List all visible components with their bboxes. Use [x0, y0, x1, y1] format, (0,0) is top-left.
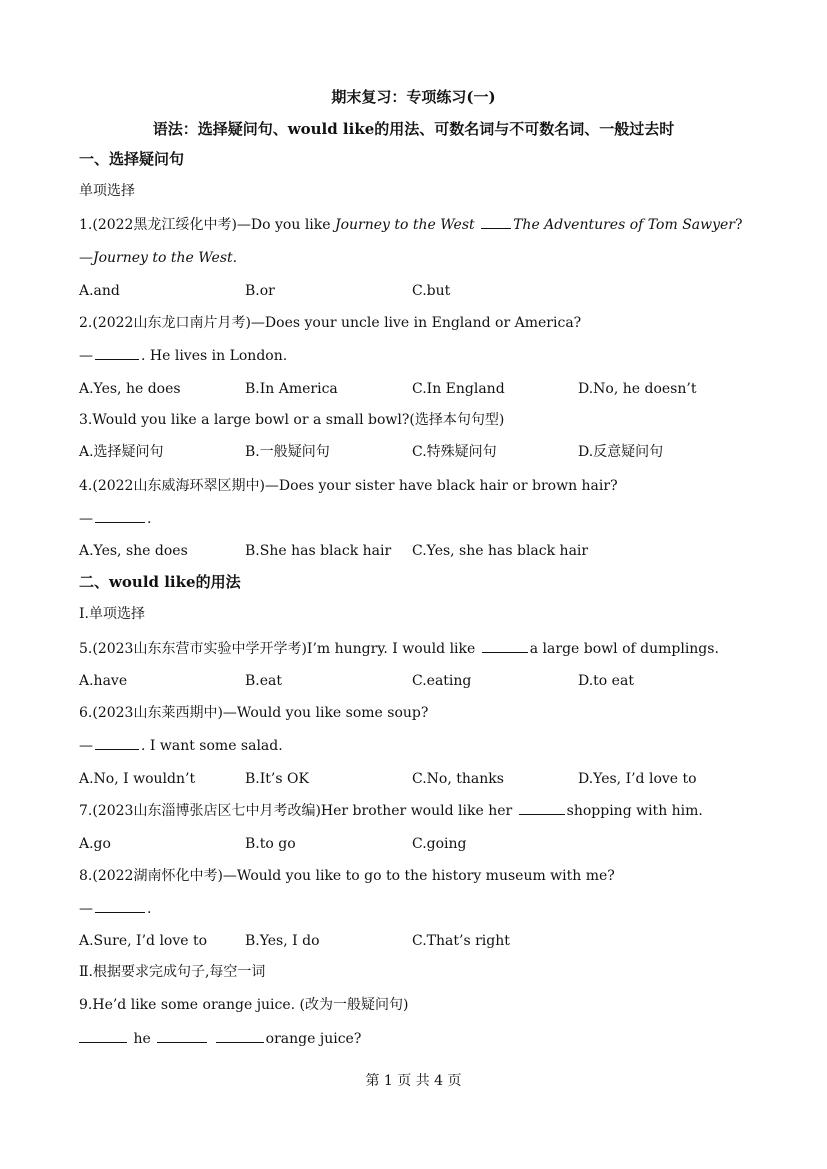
question-2: 2.(2022山东龙口南片月考)—Does your uncle live in England or America? — [79, 315, 582, 331]
q9-blank-3 — [216, 1041, 264, 1043]
q2-answer-line — [79, 347, 287, 365]
q5-blank — [482, 651, 528, 653]
q6-answer-line — [79, 737, 283, 755]
q8-blank — [95, 911, 145, 913]
q4-suffix: . — [147, 511, 152, 527]
q8-dash: — — [79, 901, 93, 917]
q8-option-b: B.Yes, I do — [245, 933, 320, 949]
q4-dash: — — [79, 511, 93, 527]
q6-option-d: D.Yes, I’d love to — [578, 771, 697, 787]
q2-dash: — — [79, 348, 93, 364]
question-1 — [79, 216, 743, 234]
q8-option-a: A.Sure, I’d love to — [79, 933, 208, 949]
q5-option-a: A.have — [79, 673, 128, 689]
q1-answer-text: —Journey to the West. — [79, 250, 238, 266]
page-subtitle: 语法：选择疑问句、would like的用法、可数名词与不可数名词、一般过去时 — [152, 120, 675, 138]
q1-answer-line — [79, 249, 237, 267]
q3-option-b: B.一般疑问句 — [245, 444, 330, 460]
section-heading-choice-questions: 一、选择疑问句 — [79, 150, 185, 168]
q2-blank — [95, 358, 139, 360]
q6-blank — [95, 748, 139, 750]
q1-suffix: ? — [735, 217, 743, 233]
q5-option-b: B.eat — [245, 673, 282, 689]
q4-answer-line — [79, 510, 151, 528]
q5-option-d: D.to eat — [578, 673, 634, 689]
q3-option-a: A.选择疑问句 — [79, 444, 164, 460]
part-2-complete-sentences: Ⅱ.根据要求完成句子,每空一词 — [79, 964, 266, 980]
q1-option-b: B.or — [245, 283, 275, 299]
q9-blank-1 — [79, 1041, 127, 1043]
question-9: 9.He’d like some orange juice. (改为一般疑问句) — [79, 997, 409, 1013]
q7-suffix: shopping with him. — [566, 803, 703, 819]
q4-option-b: B.She has black hair — [245, 543, 392, 559]
question-7 — [79, 802, 703, 820]
q8-answer-line — [79, 900, 151, 918]
q9-answer-line — [79, 1030, 361, 1048]
page-footer: 第 1 页 共 4 页 — [365, 1073, 462, 1089]
question-3: 3.Would you like a large bowl or a small bowl?(选择本句句型) — [79, 412, 505, 428]
q1-option-a: A.and — [79, 283, 120, 299]
question-6: 6.(2023山东莱西期中)—Would you like some soup? — [79, 705, 429, 721]
q1-blank — [481, 227, 511, 229]
q2-option-b: B.In America — [245, 381, 338, 397]
question-5 — [79, 640, 719, 658]
q8-option-c: C.That’s right — [412, 933, 510, 949]
q6-option-a: A.No, I wouldn’t — [79, 771, 196, 787]
q7-blank — [519, 813, 565, 815]
question-8: 8.(2022湖南怀化中考)—Would you like to go to the history museum with me? — [79, 868, 615, 884]
q1-book1: Journey to the West — [335, 217, 475, 233]
q2-option-a: A.Yes, he does — [79, 381, 181, 397]
page-title: 期末复习：专项练习(一) — [331, 88, 496, 106]
q6-dash: — — [79, 738, 93, 754]
q4-blank — [95, 521, 145, 523]
q9-blank-2 — [157, 1041, 207, 1043]
q2-suffix: . He lives in London. — [141, 348, 288, 364]
q5-option-c: C.eating — [412, 673, 472, 689]
q3-option-d: D.反意疑问句 — [578, 444, 664, 460]
q9-word-orange-juice: orange juice? — [265, 1031, 362, 1047]
q5-suffix: a large bowl of dumplings. — [529, 641, 719, 657]
question-4: 4.(2022山东威海环翠区期中)—Does your sister have black hair or brown hair? — [79, 478, 618, 494]
q8-suffix: . — [147, 901, 152, 917]
q4-option-c: C.Yes, she has black hair — [412, 543, 589, 559]
part-1-single-choice: Ⅰ.单项选择 — [79, 606, 145, 622]
q1-prefix: 1.(2022黑龙江绥化中考)—Do you like — [79, 217, 335, 233]
q5-prefix: 5.(2023山东东营市实验中学开学考)I’m hungry. I would like — [79, 641, 480, 657]
q6-option-c: C.No, thanks — [412, 771, 504, 787]
q7-option-b: B.to go — [245, 836, 296, 852]
q7-option-c: C.going — [412, 836, 467, 852]
q2-option-c: C.In England — [412, 381, 505, 397]
q2-option-d: D.No, he doesn’t — [578, 381, 697, 397]
q1-book2: The Adventures of Tom Sawyer — [513, 217, 735, 233]
q7-option-a: A.go — [79, 836, 111, 852]
q1-option-c: C.but — [412, 283, 451, 299]
q6-suffix: . I want some salad. — [141, 738, 283, 754]
subheading-single-choice: 单项选择 — [79, 183, 135, 199]
q3-option-c: C.特殊疑问句 — [412, 444, 497, 460]
q4-option-a: A.Yes, she does — [79, 543, 188, 559]
q7-prefix: 7.(2023山东淄博张店区七中月考改编)Her brother would like her — [79, 803, 517, 819]
section-heading-would-like: 二、would like的用法 — [79, 573, 241, 591]
q9-word-he: he — [133, 1031, 151, 1047]
q6-option-b: B.It’s OK — [245, 771, 309, 787]
